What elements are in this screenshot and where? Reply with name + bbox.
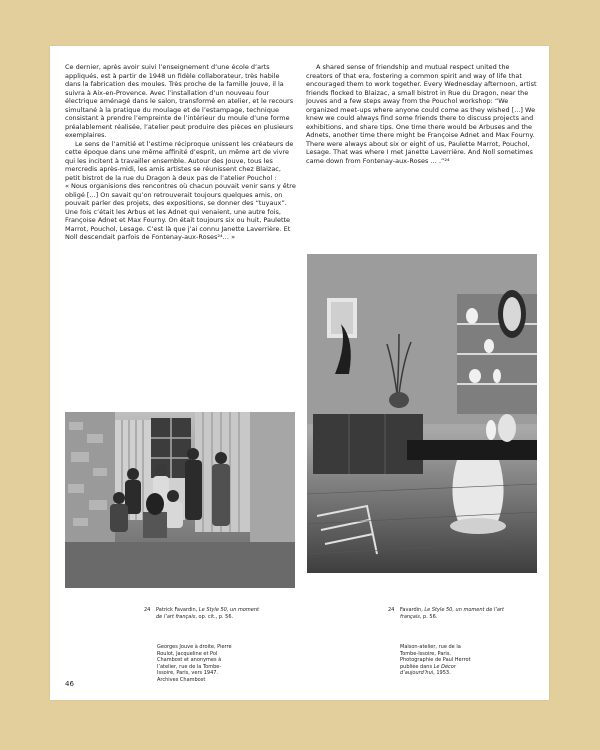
footnote-left-text (156, 607, 266, 620)
french-paragraph-1: Ce dernier, après avoir suivi l’enseignement d’une école d’arts appliqués, est à partir de 1948 un fidèle collaborateur, très habile dans la fabrication des moules. Très proche de la famille Jouve, il la suivra à Aix-en-Provence. Avec l’installation d’un nouveau four électrique aménagé dans le salon, transformé en atelier, et le recours simultané à la pratique du moulage et de l’estampage, technique consistant à prendre l’empreinte de l’intérieur du moule d’une forme préalablement réalisée, l’atelier peut produire des pièces en plusieurs exemplaires. (65, 63, 294, 139)
french-quote: « Nous organisions des rencontres où chacun pouvait venir sans y être obligé [...] On savait qu’on retrouverait toujours quelques amis, on pouvait parler des projets, des expositions, se donner des “tuyaux”. Une fois c’était les Arbus et les Adnet qui venaient, une autre fois, Françoise Adnet et Max Fourny. On était toujours six ou huit, Paulette Marrot, Pouchol, Lesage. C’est là que j’ai connu Janette Laverrière. Et Noll descendait parfois de Fontenay-aux-Roses²⁴… » (65, 182, 296, 241)
page-number: 46 (65, 680, 74, 688)
caption-left (157, 644, 237, 683)
group-photo-image (65, 412, 295, 588)
footnote-left-rest: , op. cit., p. 56. (195, 613, 234, 620)
english-paragraph: A shared sense of friendship and mutual respect united the creators of that era, fostering a common spirit and way of life that encouraged them to work together. Every Wednesday afternoon, artist friends flocked to Blaizac, a small bistrot in Rue du Dragon, near the Jouves and a few steps away from the Pouchol workshop: “We organized meet-ups where anyone could come as they wished [...] We knew we could always find some friends there to discuss projects and exhibitions, and share tips. One time there would be Arbuses and the Adnets, another time there might be Françoise Adnet and Max Fourny. There were always about six or eight of us, Paulette Marrot, Pouchol, Lesage. That was where I met Janette Laverrière. And Noll sometimes came down from Fontenay-aux-Roses … .”²⁴ (306, 63, 537, 165)
caption-right-text-after: , 1953. (433, 670, 451, 676)
caption-right (400, 644, 480, 677)
group-photo (65, 412, 295, 588)
french-paragraph-2: Le sens de l’amitié et l’estime réciproque unissent les créateurs de cette époque dans une même affinité d’esprit, un même art de vivre qui les incitent à travailler ensemble. Autour des Jouve, tous les mercredis après-midi, les amis artistes se réunissent chez Blaizac, petit bistrot de la rue du Dragon à deux pas de l’atelier Pouchol : (65, 139, 294, 182)
caption-right-text-before: Maison-atelier, rue de la Tombe-Issoire, Paris. Photographie de Paul Herrot publiée dans (400, 644, 471, 670)
french-text-column (65, 63, 297, 242)
interior-photo-image (307, 254, 537, 573)
caption-left-text: Georges Jouve à droite, Pierre Roulot, Jacqueline et Pol Chambost et anonymes à l’atelier, rue de la Tombe-Issoire, Paris, vers 1947. Archives Chambost (157, 644, 232, 683)
footnote-left-number: 24 (144, 607, 151, 613)
footnote-right-text (400, 607, 510, 620)
caption-right-title: Le Décor d’aujourd’hui (400, 663, 456, 676)
footnote-left-title: Le Style 50, un moment de l’art français (156, 607, 259, 620)
footnote-right-title: Le Style 50, un moment de l’art français (400, 607, 504, 620)
footnote-left-author: Patrick Favardin, (156, 607, 199, 613)
footnote-right-rest: , p. 56. (419, 613, 438, 620)
interior-photo (307, 254, 537, 573)
footnote-right-author: Favardin, (400, 607, 425, 613)
book-page (50, 46, 549, 700)
footnote-right-number: 24 (388, 607, 395, 613)
english-text-column (306, 63, 538, 165)
